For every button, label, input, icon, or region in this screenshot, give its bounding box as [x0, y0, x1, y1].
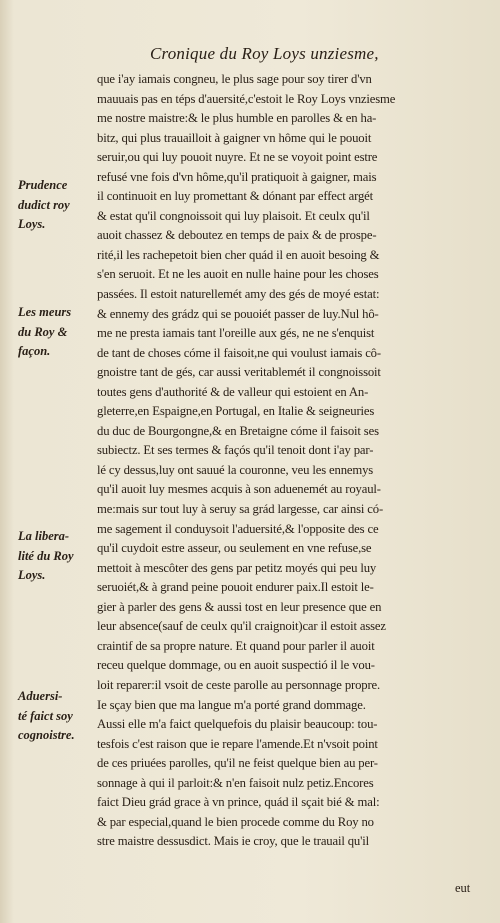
- text-line: il continuoit en luy promettant & dónant par effect argét: [97, 189, 374, 204]
- text-line: seruir,ou qui luy pouoit nuyre. Et ne se voyoit point estre: [97, 150, 378, 165]
- text-line: loit reparer:il vsoit de ceste parolle au personnage propre.: [97, 677, 381, 692]
- marginal-note-meurs: [18, 303, 94, 362]
- text-line: mauuais pas en téps d'auersité,c'estoit le Roy Loys vnziesme: [97, 91, 396, 106]
- text-line: lé cy dessus,luy ont sauué la couronne, veu les ennemys: [97, 462, 374, 477]
- text-line: & par especial,quand le bien procede comme du Roy no: [97, 814, 374, 829]
- text-line: tesfois c'est raison que ie repare l'amende.Et n'vsoit point: [97, 736, 378, 751]
- text-line: me sagement il conduysoit l'aduersité,& l'opposite des ce: [97, 521, 379, 536]
- marginal-line: façon.: [18, 344, 51, 359]
- running-title: Cronique du Roy Loys unziesme,: [150, 44, 379, 63]
- marginal-line: cognoistre.: [18, 728, 75, 743]
- text-line: Aussi elle m'a faict quelquefois du plaisir beaucoup: tou-: [97, 717, 378, 732]
- marginal-line: dudict roy: [18, 197, 70, 212]
- text-line: qu'il auoit luy mesmes acquis à son aduenemét au royaul-: [97, 482, 381, 497]
- marginal-note-prudence: [18, 176, 94, 235]
- text-line: gleterre,en Espaigne,en Portugal, en Italie & seigneuries: [97, 404, 375, 419]
- text-line: bitz, qui plus trauailloit à gaigner vn hôme qui le pouoit: [97, 130, 372, 145]
- marginal-line: lité du Roy: [18, 548, 74, 563]
- marginal-note-liberalite: [18, 527, 94, 586]
- text-line: stre maistre dessusdict. Mais ie croy, que le trauail qu'il: [97, 834, 370, 849]
- text-line: que i'ay iamais congneu, le plus sage pour soy tirer d'vn: [97, 72, 372, 86]
- text-line: sonnage à qui il parloit:& n'en faisoit nulz petiz.Encores: [97, 775, 374, 790]
- marginal-line: Prudence: [18, 178, 68, 192]
- text-line: gier à parler des gens & aussi tost en leur presence que en: [97, 599, 382, 614]
- marginal-line: Aduersi-: [18, 689, 63, 703]
- text-line: me ne presta iamais tant l'oreille aux gés, ne ne s'enquist: [97, 326, 375, 341]
- text-line: du duc de Bourgongne,& en Bretaigne cóme il faisoit ses: [97, 423, 379, 438]
- text-line: subiectz. Et ses termes & façós qu'il tenoit dont i'ay par-: [97, 443, 374, 458]
- marginal-note-aduersite: [18, 687, 94, 746]
- text-line: de ces priuées parolles, qu'il ne feist quelque bien au per-: [97, 756, 378, 771]
- marginal-line: La libera-: [18, 529, 70, 543]
- text-line: seruoiét,& à grand peine pouoit endurer paix.Il estoit le-: [97, 580, 374, 595]
- text-line: gnoistre tant de gés, car aussi veritablemét il congnoissoit: [97, 365, 381, 380]
- marginal-line: té faict soy: [18, 708, 73, 723]
- text-line: faict Dieu grád grace à vn prince, quád il sçait bié & mal:: [97, 795, 380, 810]
- text-line: de tant de choses cóme il faisoit,ne qui voulust iamais cô-: [97, 345, 381, 360]
- text-line: leur absence(sauf de ceulx qu'il craignoit)car il estoit assez: [97, 619, 386, 634]
- text-line: toutes gens d'authorité & de valleur qui estoient en An-: [97, 384, 369, 399]
- text-line: & ennemy des grádz qui se pouoiét passer de luy.Nul hô-: [97, 306, 379, 321]
- text-line: qu'il cuydoit estre asseur, ou seulement en vne refuse,se: [97, 541, 372, 556]
- marginal-line: Loys.: [18, 217, 46, 232]
- marginal-line: Loys.: [18, 568, 46, 583]
- text-line: refusé vne fois d'vn hôme,qu'il pratiquoit à gaigner, mais: [97, 169, 377, 184]
- text-line: Ie sçay bien que ma langue m'a porté grand dommage.: [97, 697, 366, 712]
- text-line: receu quelque dommage, ou en auoit suspectió il le vou-: [97, 658, 375, 673]
- body-text: [97, 70, 485, 852]
- text-line: s'en seruoit. Et ne les auoit en nulle haine pour les choses: [97, 267, 379, 282]
- marginal-line: du Roy &: [18, 324, 68, 339]
- catchword: eut: [455, 881, 471, 895]
- text-line: me nostre maistre:& le plus humble en parolles & en ha-: [97, 111, 377, 126]
- text-line: auoit chassez & deboutez en temps de paix & de prospe-: [97, 228, 377, 243]
- text-line: passées. Il estoit naturellemét amy des gés de moyé estat:: [97, 287, 380, 302]
- text-line: me:mais sur tout luy à seruy sa grád largesse, car ainsi có-: [97, 502, 384, 517]
- text-line: craintif de sa propre nature. Et quand pour parler il auoit: [97, 638, 375, 653]
- marginal-line: Les meurs: [18, 305, 72, 319]
- text-line: mettoit à mescôter des gens par petitz moyés qui peu luy: [97, 560, 377, 575]
- text-line: & estat qu'il congnoissoit qui luy plaisoit. Et ceulx qu'il: [97, 208, 370, 223]
- text-line: rité,il les rachepetoit bien cher quád il en auoit besoing &: [97, 247, 380, 262]
